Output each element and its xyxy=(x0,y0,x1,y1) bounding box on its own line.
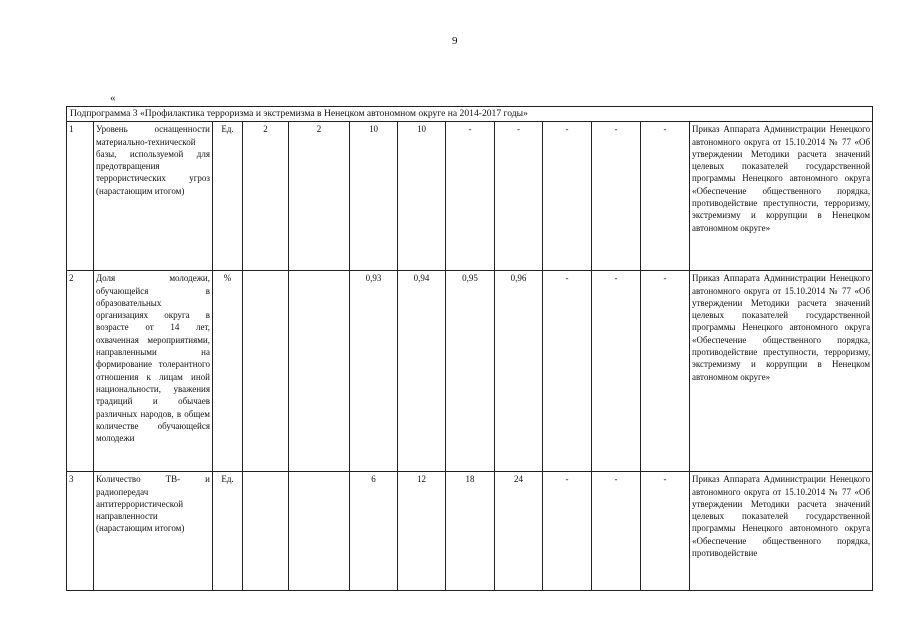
value-cell: 12 xyxy=(398,472,446,591)
indicator-name: Доля молодежи, обучающейся в образовательных организациях округа в возрасте от 14 лет, охваченная мероприятиями, направленными на формирование толерантного отношения к лицам иной национальности, уважения традиций и обычаев различных народов, в общем количестве обучающейся молодежи xyxy=(94,271,213,472)
value-cell: 2 xyxy=(243,122,289,271)
value-cell: - xyxy=(543,271,592,472)
value-cell: - xyxy=(641,271,690,472)
value-cell: 0,94 xyxy=(398,271,446,472)
value-cell: 18 xyxy=(446,472,495,591)
value-cell: - xyxy=(543,122,592,271)
value-cell: 24 xyxy=(495,472,543,591)
value-cell: 0,96 xyxy=(495,271,543,472)
value-cell: 2 xyxy=(289,122,350,271)
value-cell: - xyxy=(592,122,641,271)
table-row xyxy=(67,122,873,271)
value-cell: - xyxy=(495,122,543,271)
subprogram-header: Подпрограмма 3 «Профилактика терроризма и экстремизма в Ненецком автономном округе на 2014-2017 годы» xyxy=(67,107,873,122)
indicator-name: Уровень оснащенности материально-технической базы, используемой для предотвращения террористических угроз (нарастающим итогом) xyxy=(94,122,213,271)
value-cell: - xyxy=(543,472,592,591)
value-cell xyxy=(289,472,350,591)
opening-quote: « xyxy=(110,92,116,104)
value-cell: 10 xyxy=(350,122,398,271)
unit-cell: % xyxy=(213,271,243,472)
source-document: Приказ Аппарата Администрации Ненецкого автономного округа от 15.10.2014 № 77 «Об утверждении Методики расчета значений целевых показателей государственной программы Ненецкого автономного округа «Обеспечение общественного порядка, противодействие xyxy=(690,472,873,591)
value-cell: - xyxy=(592,472,641,591)
value-cell: 0,95 xyxy=(446,271,495,472)
indicator-name: Количество ТВ- и радиопередач антитеррористической направленности (нарастающим итогом) xyxy=(94,472,213,591)
row-number: 1 xyxy=(67,122,94,271)
value-cell xyxy=(243,271,289,472)
source-document: Приказ Аппарата Администрации Ненецкого автономного округа от 15.10.2014 № 77 «Об утверждении Методики расчета значений целевых показателей государственной программы Ненецкого автономного округа «Обеспечение общественного порядка, противодействие преступности, терроризму, экстремизму и коррупции в Ненецком автономном округе» xyxy=(690,271,873,472)
unit-cell: Ед. xyxy=(213,472,243,591)
row-number: 2 xyxy=(67,271,94,472)
source-document: Приказ Аппарата Администрации Ненецкого автономного округа от 15.10.2014 № 77 «Об утверждении Методики расчета значений целевых показателей государственной программы Ненецкого автономного округа «Обеспечение общественного порядка, противодействие преступности, терроризму, экстремизму и коррупции в Ненецком автономном округе» xyxy=(690,122,873,271)
table-row xyxy=(67,472,873,591)
value-cell: - xyxy=(641,122,690,271)
unit-cell: Ед. xyxy=(213,122,243,271)
value-cell: 10 xyxy=(398,122,446,271)
row-number: 3 xyxy=(67,472,94,591)
indicators-table xyxy=(66,106,873,591)
value-cell xyxy=(289,271,350,472)
value-cell: - xyxy=(446,122,495,271)
value-cell xyxy=(243,472,289,591)
value-cell: 6 xyxy=(350,472,398,591)
value-cell: - xyxy=(641,472,690,591)
value-cell: 0,93 xyxy=(350,271,398,472)
value-cell: - xyxy=(592,271,641,472)
table-row xyxy=(67,271,873,472)
page-number: 9 xyxy=(452,35,458,47)
